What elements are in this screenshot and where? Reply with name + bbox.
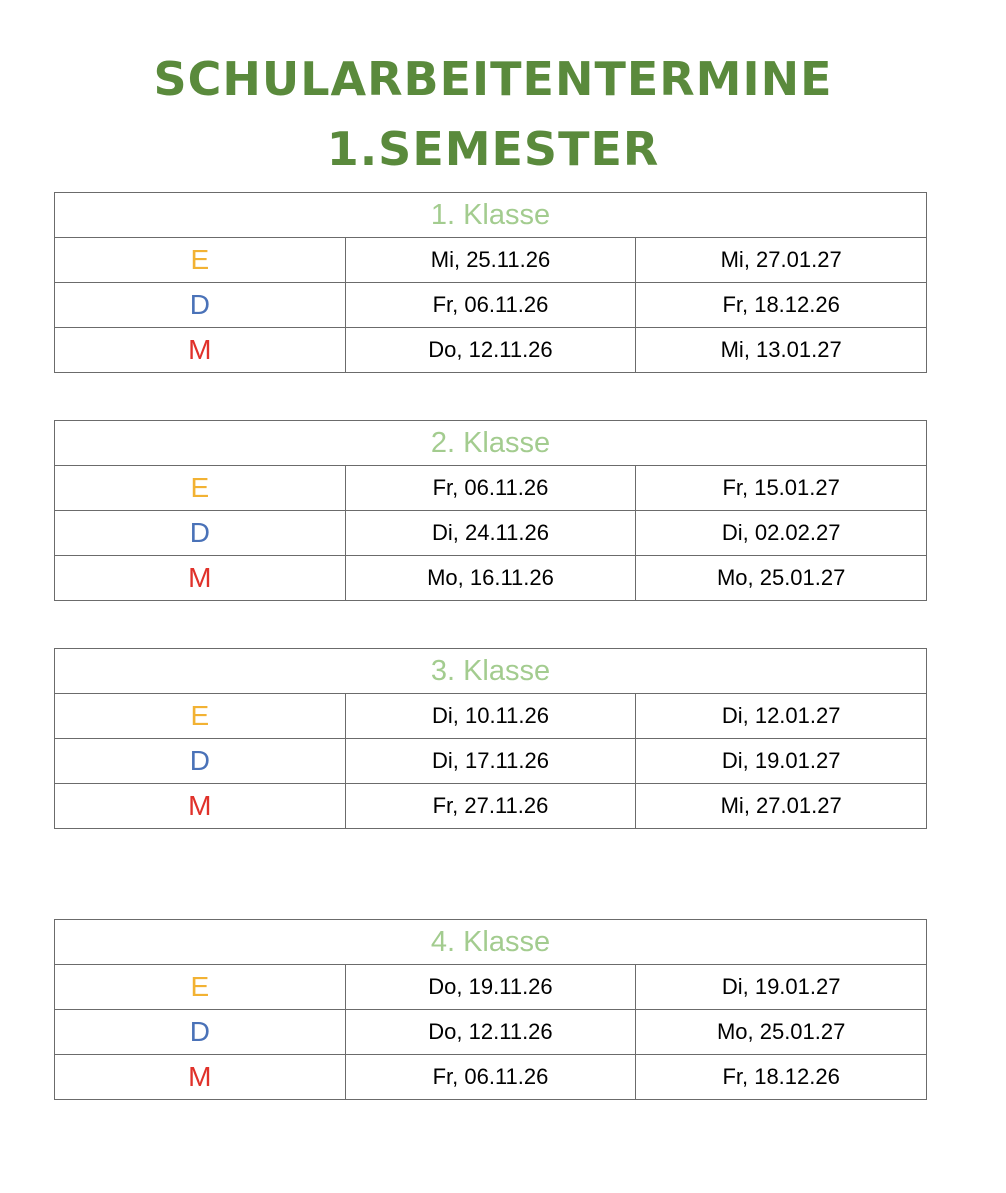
- table-row: [55, 556, 927, 601]
- first-exam-date: Di, 24.11.26: [345, 511, 636, 556]
- table-row: [55, 1010, 927, 1055]
- table-row: [55, 511, 927, 556]
- table-row: [55, 238, 927, 283]
- first-exam-date: Di, 10.11.26: [345, 694, 636, 739]
- subject-math: M: [55, 328, 346, 373]
- first-exam-date: Fr, 06.11.26: [345, 1055, 636, 1100]
- second-exam-date: Fr, 15.01.27: [636, 466, 927, 511]
- klasse-header-row: [55, 649, 927, 694]
- klasse-table-4: [54, 919, 927, 1100]
- klasse-header: 2. Klasse: [55, 421, 927, 466]
- table-row: [55, 694, 927, 739]
- first-exam-date: Fr, 06.11.26: [345, 466, 636, 511]
- first-exam-date: Mo, 16.11.26: [345, 556, 636, 601]
- klasse-header-row: [55, 193, 927, 238]
- second-exam-date: Di, 19.01.27: [636, 739, 927, 784]
- klasse-header: 1. Klasse: [55, 193, 927, 238]
- subject-german: D: [55, 739, 346, 784]
- klasse-header: 4. Klasse: [55, 920, 927, 965]
- klasse-table-1: [54, 192, 927, 373]
- table-row: [55, 739, 927, 784]
- table-row: [55, 328, 927, 373]
- first-exam-date: Do, 12.11.26: [345, 1010, 636, 1055]
- second-exam-date: Di, 12.01.27: [636, 694, 927, 739]
- first-exam-date: Fr, 06.11.26: [345, 283, 636, 328]
- first-exam-date: Di, 17.11.26: [345, 739, 636, 784]
- klasse-header-row: [55, 421, 927, 466]
- subject-german: D: [55, 511, 346, 556]
- table-row: [55, 283, 927, 328]
- table-row: [55, 965, 927, 1010]
- second-exam-date: Di, 19.01.27: [636, 965, 927, 1010]
- klasse-table-2: [54, 420, 927, 601]
- second-exam-date: Di, 02.02.27: [636, 511, 927, 556]
- first-exam-date: Do, 19.11.26: [345, 965, 636, 1010]
- klasse-header-row: [55, 920, 927, 965]
- first-exam-date: Fr, 27.11.26: [345, 784, 636, 829]
- subject-german: D: [55, 283, 346, 328]
- klasse-table-3: [54, 648, 927, 829]
- table-row: [55, 466, 927, 511]
- table-row: [55, 1055, 927, 1100]
- subject-math: M: [55, 556, 346, 601]
- subject-english: E: [55, 466, 346, 511]
- subject-english: E: [55, 238, 346, 283]
- first-exam-date: Mi, 25.11.26: [345, 238, 636, 283]
- second-exam-date: Mi, 27.01.27: [636, 238, 927, 283]
- subject-english: E: [55, 965, 346, 1010]
- subject-german: D: [55, 1010, 346, 1055]
- first-exam-date: Do, 12.11.26: [345, 328, 636, 373]
- second-exam-date: Fr, 18.12.26: [636, 1055, 927, 1100]
- subject-math: M: [55, 784, 346, 829]
- second-exam-date: Mo, 25.01.27: [636, 1010, 927, 1055]
- second-exam-date: Mo, 25.01.27: [636, 556, 927, 601]
- subject-math: M: [55, 1055, 346, 1100]
- second-exam-date: Fr, 18.12.26: [636, 283, 927, 328]
- second-exam-date: Mi, 27.01.27: [636, 784, 927, 829]
- second-exam-date: Mi, 13.01.27: [636, 328, 927, 373]
- klasse-header: 3. Klasse: [55, 649, 927, 694]
- table-row: [55, 784, 927, 829]
- page-title: SCHULARBEITENTERMINE 1.SEMESTER: [153, 52, 833, 176]
- subject-english: E: [55, 694, 346, 739]
